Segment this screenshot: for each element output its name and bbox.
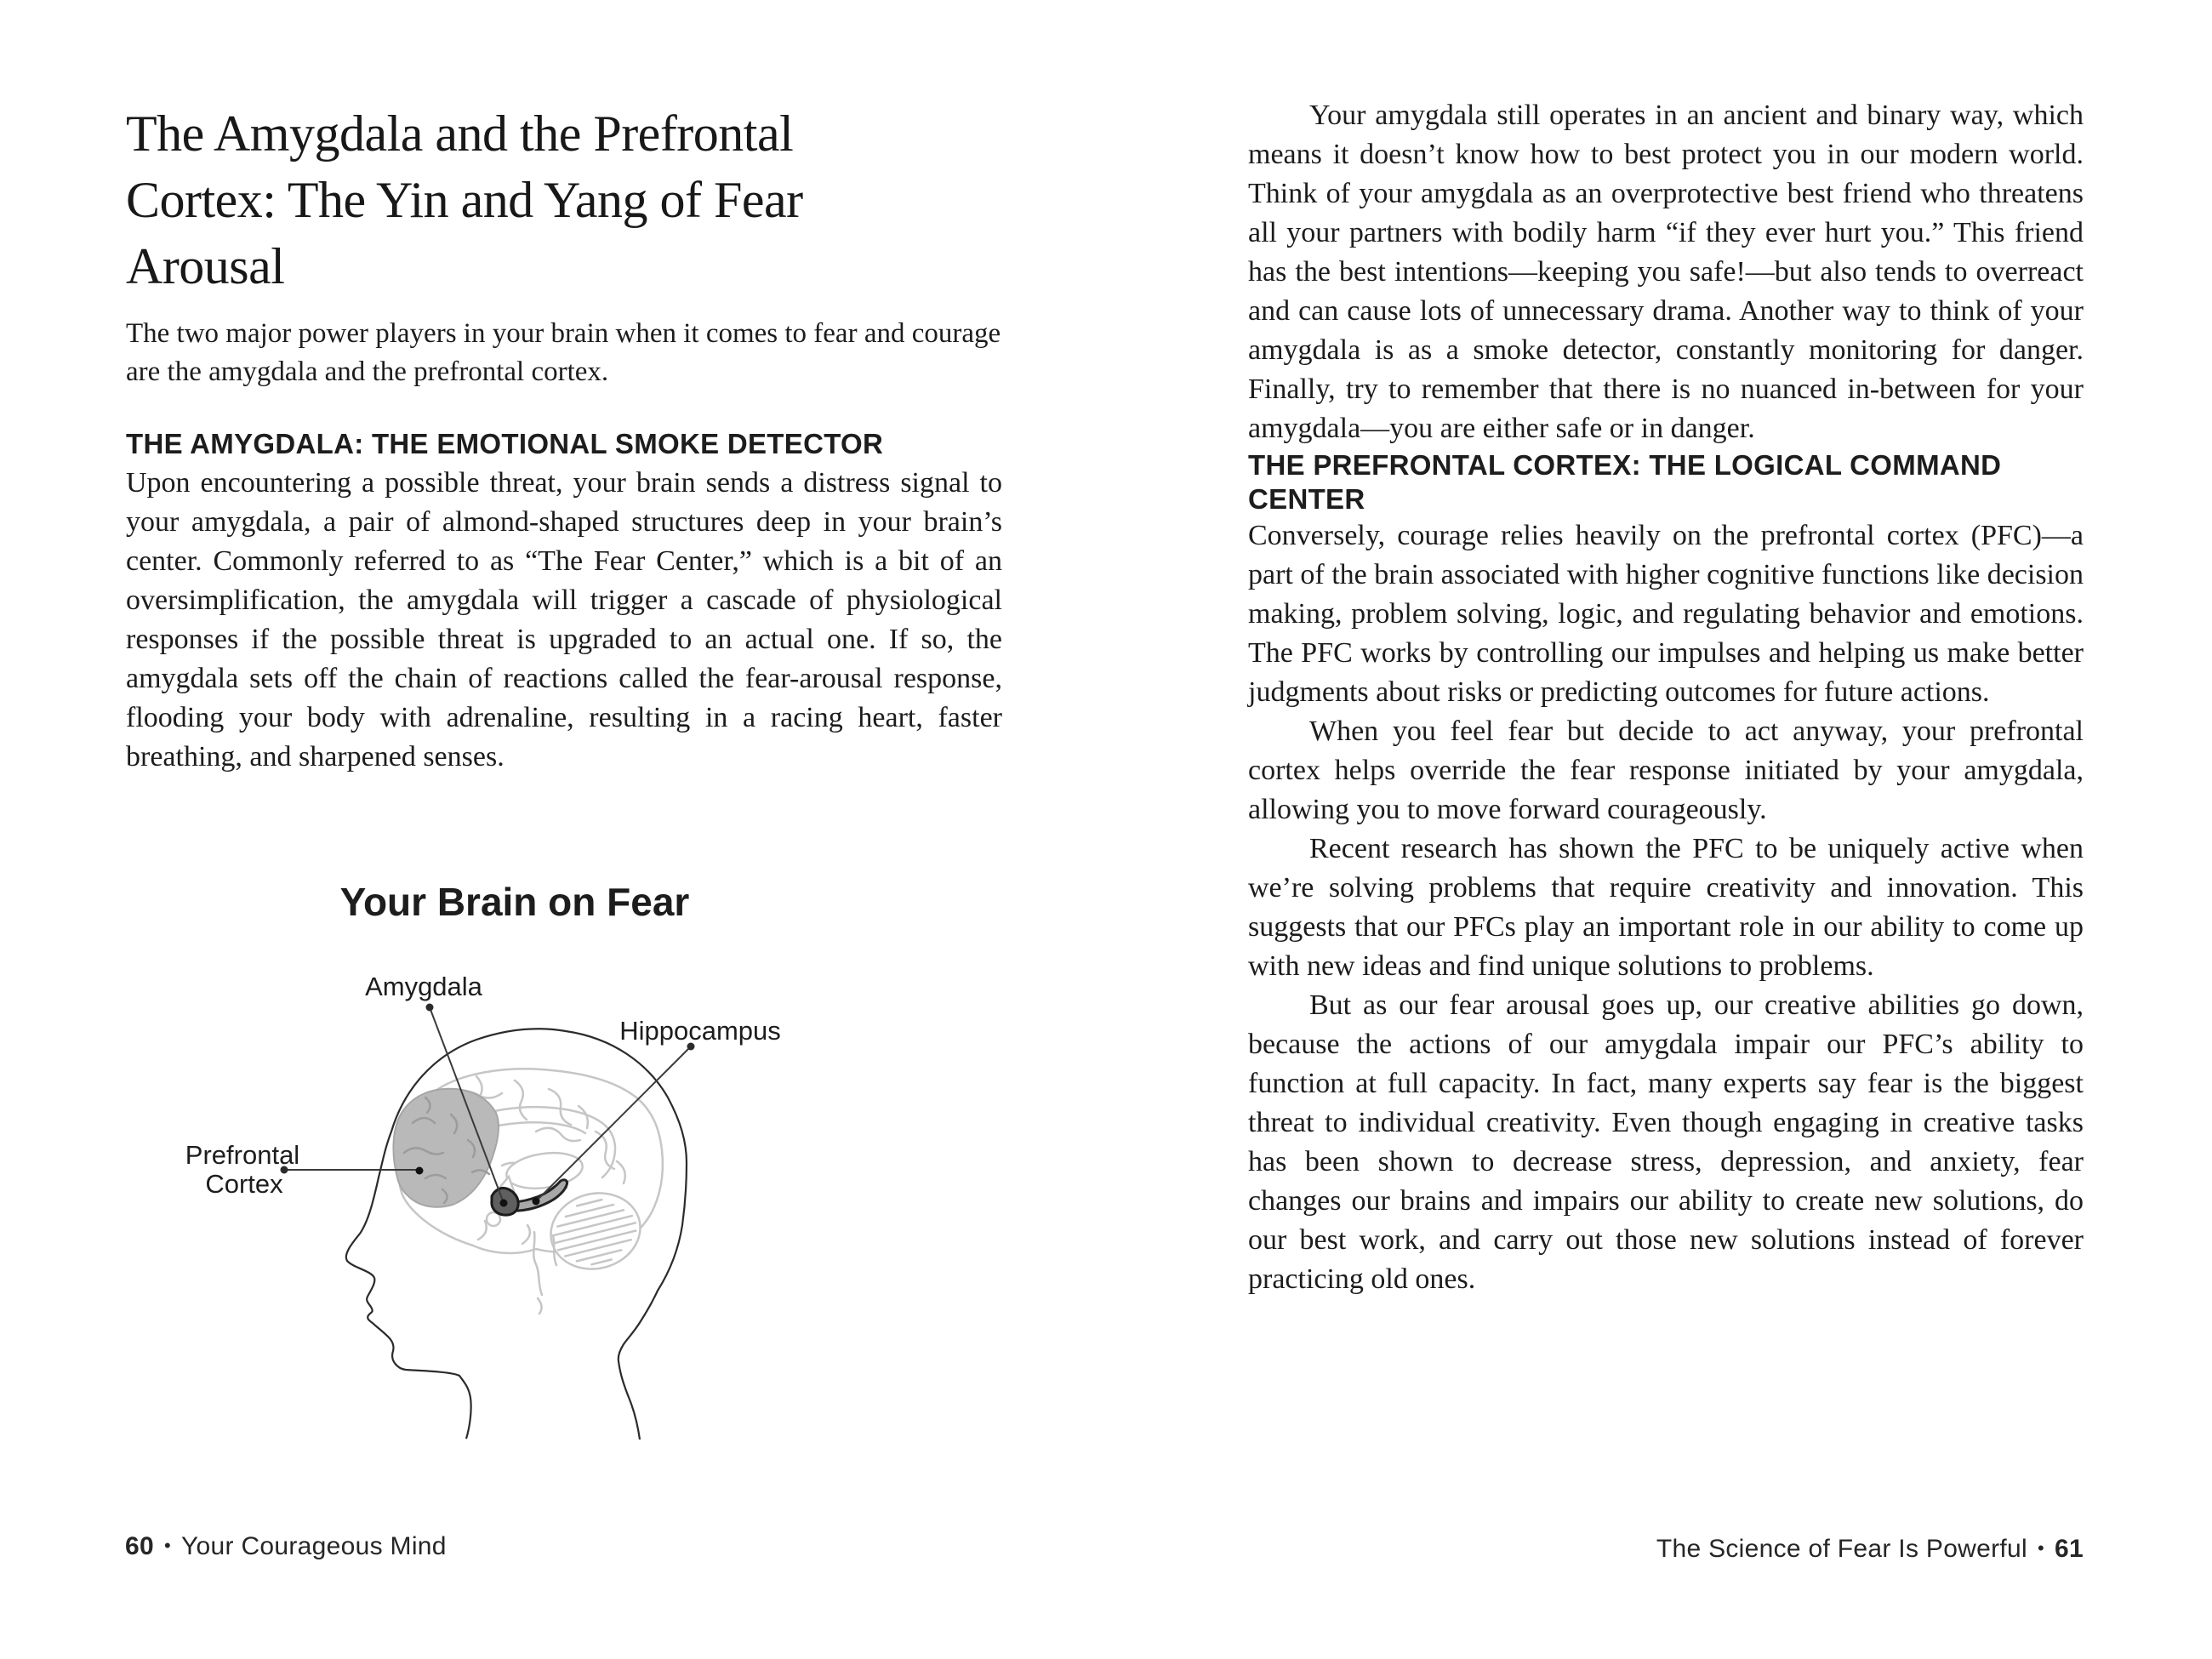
body-paragraph-amygdala: Upon encountering a possible threat, your brain sends a distress signal to your amygdala, a pair of almond-shaped structures deep in your brain’s center. Commonly referred to as “The Fear Center,” which is a bit of an oversimplification, the amygdala will trigger a cascade of physiological responses if the possible threat is upgraded to an actual one. If so, the amygdala sets off the chain of reactions called the fear-arousal response, flooding your body with adrenaline, resulting in a racing heart, faster breathing, and sharpened senses.	[126, 467, 1002, 772]
section-heading-prefrontal: THE PREFRONTAL CORTEX: THE LOGICAL COMMAND CENTER	[1248, 449, 2002, 515]
prefrontal-label-line2: Cortex	[205, 1169, 283, 1199]
hippocampus-label: Hippocampus	[619, 1016, 781, 1046]
figure-title: Your Brain on Fear	[339, 880, 690, 924]
left-page-footer	[125, 1531, 891, 1561]
chapter-title-line3: Arousal	[126, 238, 285, 294]
body-paragraph-4: Recent research has shown the PFC to be uniquely active when we’re solving problems that require creativity and innovation. This suggests that our PFCs play an important role in our ability to come up with new ideas and find unique solutions to problems.	[1248, 833, 2084, 982]
chapter-title	[126, 100, 1028, 299]
cerebellum	[543, 1183, 648, 1278]
body-paragraph-5: But as our fear arousal goes up, our creative abilities go down, because the actions of our amygdala impair our PFC’s ability to function at full capacity. In fact, many experts say fear is the biggest threat to individual creativity. Even though engaging in creative tasks has been shown to decrease stress, depression, and anxiety, fear changes our brains and impairs our ability to create new solutions, do our best work, and carry out those new solutions instead of forever practicing old ones.	[1248, 989, 2084, 1295]
prefrontal-label-line1: Prefrontal	[185, 1140, 300, 1170]
chapter-title-line2: Cortex: The Yin and Yang of Fear	[126, 172, 803, 228]
thalamus-outline	[505, 1149, 585, 1193]
body-paragraph-2: Conversely, courage relies heavily on the prefrontal cortex (PFC)—a part of the brain associated with higher cognitive functions like decision making, problem solving, logic, and regulating behavior and emotions. The PFC works by controlling our impulses and helping us make better judgments about risks or predicting outcomes for future actions.	[1248, 520, 2084, 708]
right-page-footer	[1248, 1534, 2084, 1564]
brain-diagram	[170, 961, 851, 1455]
brainstem	[533, 1232, 556, 1314]
footer-dot-left: •	[163, 1535, 171, 1556]
brain-diagram-svg	[170, 961, 851, 1455]
footer-dot-right: •	[2038, 1537, 2045, 1559]
right-page-column	[1248, 96, 2084, 1299]
left-page-number: 60	[125, 1532, 154, 1560]
chapter-intro: The two major power players in your brain when it comes to fear and courage are the amygdala and the prefrontal cortex.	[126, 318, 1001, 387]
body-paragraph-1: Your amygdala still operates in an ancient and binary way, which means it doesn’t know how to best protect you in our modern world. Think of your amygdala as an overprotective best friend who threatens all your partners with bodily harm “if they ever hurt you.” This friend has the best intentions—keeping you safe!—but also tends to overreact and can cause lots of unnecessary drama. Another way to think of your amygdala is as a smoke detector, constantly monitoring for danger. Finally, try to remember that there is no nuanced in-between for your amygdala—you are either safe or in danger.	[1248, 100, 2084, 444]
right-running-head: The Science of Fear Is Powerful	[1656, 1535, 2027, 1563]
right-page-number: 61	[2055, 1535, 2084, 1563]
chapter-title-line1: The Amygdala and the Prefrontal	[126, 105, 794, 162]
amygdala-label: Amygdala	[365, 972, 482, 1001]
section-heading-amygdala: THE AMYGDALA: THE EMOTIONAL SMOKE DETECTOR	[126, 428, 884, 459]
body-paragraph-3: When you feel fear but decide to act anyway, your prefrontal cortex helps override the fear response initiated by your amygdala, allowing you to move forward courageously.	[1248, 715, 2084, 825]
left-running-head: Your Courageous Mind	[181, 1532, 447, 1560]
